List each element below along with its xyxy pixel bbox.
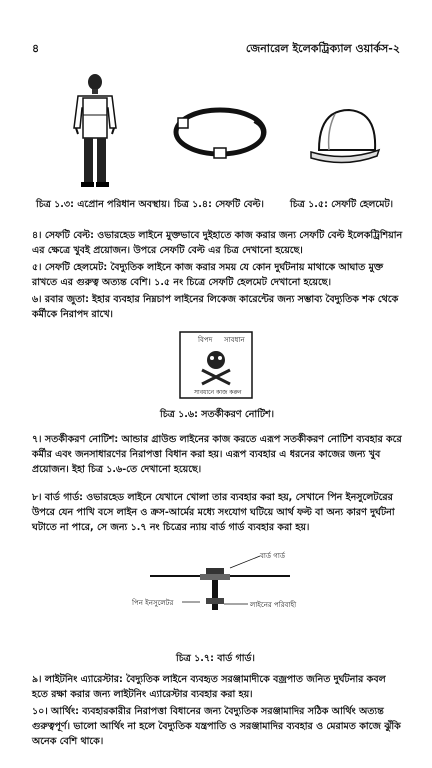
paragraph-10-text: ব্যবহারকারীর নিরাপত্তা বিধানের জন্য বৈদ্যুতিক সরঞ্জামাদির সঠিক আর্থিং অত্যন্ত গুরুত্বপূর্ণ। ভালো আর্থিং না হলে বৈদ্যুতিক যন্ত্রপাতি ও সরঞ্জামাদির ব্যবহার ও মেরামত কাজে ঝুঁকি অনেক বেশি থাকে। xyxy=(32,706,401,747)
notice-text-bottom: সাবধানে কাজ করুন xyxy=(194,389,242,396)
figure-1-3-caption: চিত্র ১.৩: এপ্রোন পরিধান অবস্থায়। xyxy=(36,199,171,210)
figure-1-6-caption: চিত্র ১.৬: সতর্কীকরণ নোটিশ। xyxy=(160,409,275,420)
paragraph-4-text: ওভারহেড লাইনে মুক্তভাবে দুইহাতে কাজ করার জন্য সেফটি বেল্ট ইলেকট্রিশিয়ান এর ক্ষেত্রে খুবই প্রয়োজন। উপরে সেফটি বেল্ট এর চিত্র দেখানো হয়েছে। xyxy=(32,230,403,256)
figure-1-7-caption: চিত্র ১.৭: বার্ড গার্ড। xyxy=(176,653,255,664)
safety-belt-figure xyxy=(170,100,270,170)
page-header xyxy=(32,40,400,56)
paragraph-8-text: ওভারহেড লাইনে যেখানে খোলা তার ব্যবহার করা হয়, সেখানে পিন ইনসুলেটরের উপরে যেন পাখি বসে লাইন ও ক্রস-আর্মের মধ্যে সংযোগ ঘটিয়ে আর্থ ফল্ট বা অন্য কারণ দুর্ঘটনা ঘটাতে না পারে, সে জন্য ১.৭ নং চিত্রের ন্যায় বার্ড গার্ড ব্যবহার করা হয়। xyxy=(32,492,395,533)
book-title: জেনারেল ইলেকট্রিক্যাল ওয়ার্কস-২ xyxy=(245,42,400,55)
figure-1-4-caption: চিত্র ১.৪: সেফটি বেল্ট। xyxy=(174,199,264,210)
paragraph-10-lead: ১০। আর্থিং: xyxy=(32,706,79,717)
paragraph-6-lead: ৬। রবার জুতা: xyxy=(32,294,89,305)
paragraph-7-lead: ৭। সতর্কীকরণ নোটিশ: xyxy=(32,434,119,445)
figure-1-5-caption: চিত্র ১.৫: সেফটি হেলমেট। xyxy=(290,199,394,210)
paragraph-6-text: ইহার ব্যবহার নিম্নচাপ লাইনের লিকেজ কারেন্টের জন্য সম্ভাব্য বৈদ্যুতিক শক থেকে কর্মীকে নিরাপদ রাখে। xyxy=(32,294,399,320)
page-number: ৪ xyxy=(32,42,40,55)
warning-notice-figure xyxy=(178,330,254,400)
label-line-conductor: লাইনের পরিবাহী xyxy=(250,601,297,609)
paragraph-8 xyxy=(32,490,404,535)
safety-helmet-figure xyxy=(305,100,385,175)
label-bird-guard: বার্ড গার্ড xyxy=(260,552,286,560)
paragraph-4 xyxy=(32,228,404,258)
paragraph-9-lead: ৯। লাইটনিং এ্যারেস্টার: xyxy=(32,674,123,685)
paragraph-7 xyxy=(32,432,404,477)
paragraph-9 xyxy=(32,672,404,702)
apron-figure xyxy=(60,70,130,190)
bird-guard-figure xyxy=(110,548,330,620)
paragraph-5-lead: ৫। সেফটি হেলমেট: xyxy=(32,262,108,273)
skull-icon xyxy=(207,351,225,369)
paragraph-10 xyxy=(32,704,404,749)
paragraph-6 xyxy=(32,292,404,322)
paragraph-9-text: বৈদ্যুতিক লাইনে ব্যবহৃত সরঞ্জামাদীকে বজ্রপাত জনিত দুর্ঘটনার কবল হতে রক্ষা করার জন্য লাইটনিং এ্যারেস্টার ব্যবহার করা হয়। xyxy=(32,674,386,700)
paragraph-7-text: আন্ডার গ্রাউন্ড লাইনের কাজ করতে এরূপ সতর্কীকরণ নোটিশ ব্যবহার করে কর্মীর এবং জনসাধারণের নিরাপত্তা বিধান করা হয়। এরূপ ব্যবহার এ ধরনের কাজের জন্য খুব প্রয়োজন। ইহা চিত্র ১.৬-তে দেখানো হয়েছে। xyxy=(32,434,402,475)
notice-text-danger: বিপদ xyxy=(198,336,213,344)
paragraph-5 xyxy=(32,260,404,290)
paragraph-5-text: বৈদ্যুতিক লাইনে কাজ করার সময় যে কোন দুর্ঘটনায় মাথাকে আঘাত মুক্ত রাখতে এর গুরুত্ব অত্যন্ত বেশি। ১.৫ নং চিত্রে সেফটি হেলমেট দেখানো হয়েছে। xyxy=(32,262,384,288)
label-pin-insulator: পিন ইনসুলেটর xyxy=(132,599,174,607)
paragraph-4-lead: ৪। সেফটি বেল্ট: xyxy=(32,230,94,241)
paragraph-8-lead: ৮। বার্ড গার্ড: xyxy=(32,492,83,503)
notice-text-caution: সাবধান xyxy=(224,336,245,344)
